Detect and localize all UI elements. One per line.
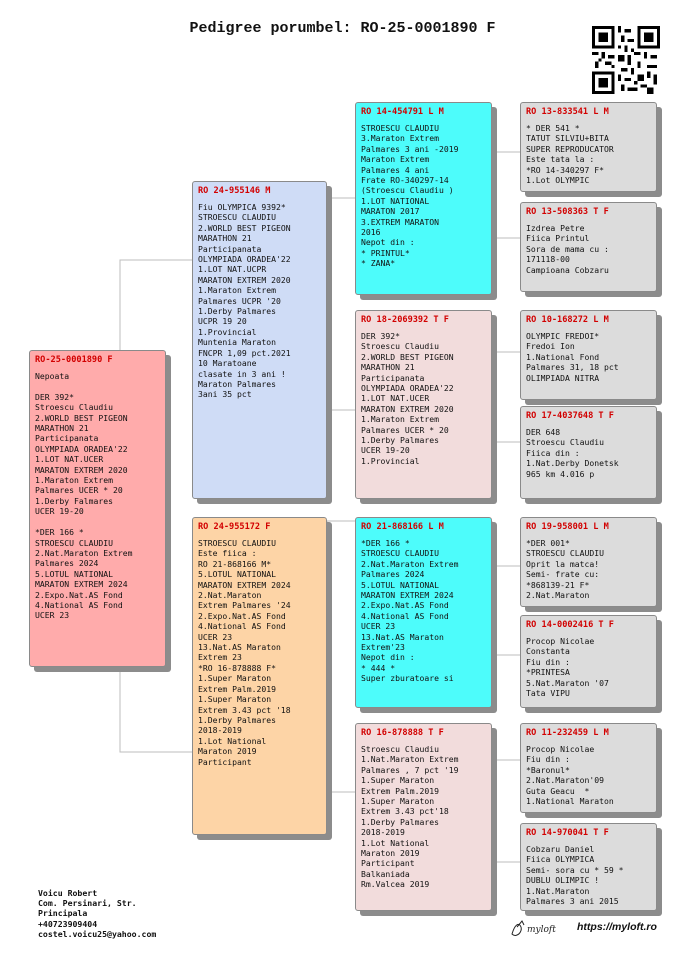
pedigree-card-mother[interactable] bbox=[192, 517, 327, 835]
site-url-link[interactable]: https://myloft.ro bbox=[577, 921, 657, 933]
owner-email[interactable]: costel.voicu25@yahoo.com bbox=[38, 928, 157, 939]
card-description: *DER 166 * STROESCU CLAUDIU 2.Nat.Maraton Extrem Palmares 2024 5.LOTUL NATIONAL MARATON EXTREM 2024 2.Expo.Nat.AS Fond 4.National AS Fond UCER 23 13.Nat.AS Maraton Extrem'23 Nepot din : * 444 * Super zburatoare si bbox=[361, 538, 459, 684]
owner-phone: +40723909404 bbox=[38, 918, 98, 929]
card-description: Stroescu Claudiu 1.Nat.Maraton Extrem Palmares , 7 pct '19 1.Super Maraton Extrem Palm.2019 1.Super Maraton Extrem 3.43 pct'18 1.Derby Palmares 2018-2019 1.Lot National Maraton 2019 Participant Balkaniada Rm.Valcea 2019 bbox=[361, 744, 459, 890]
ring-number: RO 24-955146 M bbox=[198, 186, 271, 196]
card-description: STROESCU CLAUDIU Este fiica : RO 21-868166 M* 5.LOTUL NATIONAL MARATON EXTREM 2024 2.Nat.Maraton Extrem Palmares '24 2.Expo.Nat.AS Fond 4.National AS Fond UCER 23 13.Nat.AS Maraton Extrem 23 *RO 16-878888 F* 1.Super Maraton Extrem Palm.2019 1.Super Maraton Extrem 3.43 pct '18 1.Derby Palmares 2018-2019 1.Lot National Maraton 2019 Participant bbox=[198, 538, 291, 767]
pedigree-card-fmm[interactable] bbox=[520, 406, 657, 499]
card-description: * DER 541 * TATUT SILVIU+BITA SUPER REPRODUCATOR Este tata la : *RO 14-340297 F* 1.Lot OLYMPIC bbox=[526, 123, 614, 186]
ring-number: RO 13-833541 L M bbox=[526, 107, 609, 117]
ring-number: RO 16-878888 T F bbox=[361, 728, 444, 738]
pedigree-card-paternal-grandfather[interactable] bbox=[355, 102, 492, 295]
ring-number: RO 19-958001 L M bbox=[526, 522, 609, 532]
card-description: Nepoata DER 392* Stroescu Claudiu 2.WORLD BEST PIGEON MARATHON 21 Participanata OLYMPIADA ORADEA'22 1.LOT NAT.UCER MARATON EXTREM 2020 1.Maraton Extrem Palmares UCER * 20 1.Derby Falmares UCER 19-20 *DER 166 * STROESCU CLAUDIU 2.Nat.Maraton Extrem Palmares 2024 5.LOTUL NATIONAL MARATON EXTREM 2024 2.Expo.Nat.AS Fond 4.National AS Fond UCER 23 bbox=[35, 371, 133, 621]
pedigree-card-paternal-grandmother[interactable] bbox=[355, 310, 492, 499]
ring-number: RO 17-4037648 T F bbox=[526, 411, 614, 421]
ring-number: RO 18-2069392 T F bbox=[361, 315, 449, 325]
card-description: *DER 001* STROESCU CLAUDIU Oprit la matca! Semi- frate cu: *868139-21 F* 2.Nat.Maraton bbox=[526, 538, 604, 601]
pedigree-card-fff[interactable] bbox=[520, 102, 657, 192]
card-description: Procop Nicolae Constanta Fiu din : *PRINTESA 5.Nat.Maraton '07 Tata VIPU bbox=[526, 636, 609, 699]
pedigree-card-maternal-grandmother[interactable] bbox=[355, 723, 492, 911]
card-description: DER 392* Stroescu Claudiu 2.WORLD BEST PIGEON MARATHON 21 Participanata OLYMPIADA ORADEA'22 1.LOT NAT.UCER MARATON EXTREM 2020 1.Maraton Extrem Palmares UCER * 20 1.Derby Palmares UCER 19-20 1.Provincial bbox=[361, 331, 454, 466]
owner-name: Voicu Robert bbox=[38, 888, 98, 898]
ring-number: RO 24-955172 F bbox=[198, 522, 271, 532]
owner-info bbox=[38, 888, 156, 939]
card-description: Procop Nicolae Fiu din : *Baronul* 2.Nat.Maraton'09 Guta Geacu * 1.National Maraton bbox=[526, 744, 614, 807]
owner-address-line1: Com. Persinari, Str. bbox=[38, 898, 137, 909]
svg-text:myloft: myloft bbox=[527, 925, 556, 935]
card-description: Cobzaru Daniel Fiica OLYMPICA Semi- sora cu * 59 * DUBLU OLIMPIC ! 1.Nat.Maraton Palmares 3 ani 2015 bbox=[526, 844, 624, 907]
ring-number: RO 13-508363 T F bbox=[526, 207, 609, 217]
pedigree-card-father[interactable] bbox=[192, 181, 327, 499]
ring-number: RO 10-168272 L M bbox=[526, 315, 609, 325]
pedigree-card-maternal-grandfather[interactable] bbox=[355, 517, 492, 708]
card-description: STROESCU CLAUDIU 3.Maraton Extrem Palmares 3 ani -2019 Maraton Extrem Palmares 4 ani Frate RO-340297-14 (Stroescu Claudiu ) 1.LOT NATIONAL MARATON 2017 3.EXTREM MARATON 2016 Nepot din : * PRINTUL* * ZANA* bbox=[361, 123, 459, 269]
card-description: OLYMPIC FREDOI* Fredoi Ion 1.National Fond Palmares 31, 18 pct OLIMPIADA NITRA bbox=[526, 331, 619, 383]
ring-number: RO 14-0002416 T F bbox=[526, 620, 614, 630]
ring-number: RO 11-232459 L M bbox=[526, 728, 609, 738]
pedigree-card-mmm[interactable] bbox=[520, 823, 657, 911]
myloft-logo-icon bbox=[509, 918, 571, 938]
ring-number: RO 14-454791 L M bbox=[361, 107, 444, 117]
card-description: Fiu OLYMPICA 9392* STROESCU CLAUDIU 2.WORLD BEST PIGEON MARATHON 21 Participanata OLYMPIADA ORADEA'22 1.LOT NAT.UCPR MARATON EXTREM 2020 1.Maraton Extrem Palmares UCPR '20 1.Derby Palmares UCPR 19 20 1.Provincial Muntenia Maraton FNCPR 1,09 pct.2021 10 Maratoane clasate in 3 ani ! Maraton Palmares 3ani 35 pct bbox=[198, 202, 291, 400]
ring-number: RO 21-868166 L M bbox=[361, 522, 444, 532]
pedigree-card-ffm[interactable] bbox=[520, 202, 657, 292]
page-title: Pedigree porumbel: RO-25-0001890 F bbox=[189, 20, 496, 37]
pedigree-card-mmf[interactable] bbox=[520, 723, 657, 813]
pedigree-card-mff[interactable] bbox=[520, 517, 657, 607]
owner-address-line2: Principala bbox=[38, 908, 88, 919]
pedigree-card-mfm[interactable] bbox=[520, 615, 657, 708]
pedigree-card-subject[interactable] bbox=[29, 350, 166, 667]
card-description: DER 648 Stroescu Claudiu Fiica din : 1.Nat.Derby Donetsk 965 km 4.016 p bbox=[526, 427, 619, 479]
pedigree-card-fmf[interactable] bbox=[520, 310, 657, 400]
card-description: Izdrea Petre Fiica Printul Sora de mama cu : 171118-00 Campioana Cobzaru bbox=[526, 223, 609, 275]
ring-number: RO-25-0001890 F bbox=[35, 355, 113, 365]
ring-number: RO 14-970041 T F bbox=[526, 828, 609, 838]
